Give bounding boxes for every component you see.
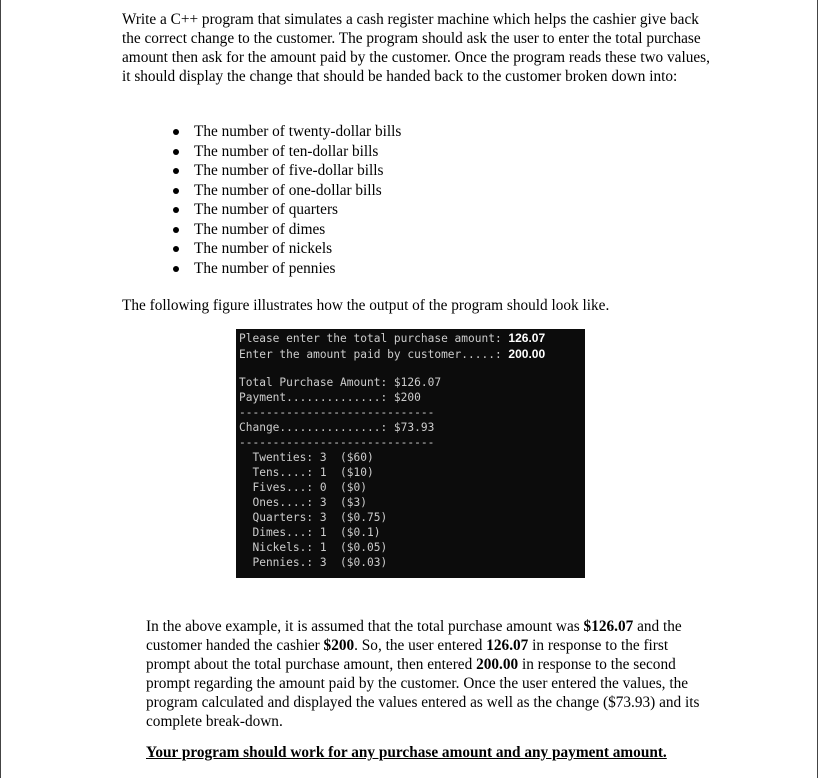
text: and the customer handed the cashier (146, 618, 682, 654)
bold-text: 126.07 (486, 637, 529, 654)
text: . So, the user entered (354, 637, 487, 654)
list-item: The number of twenty-dollar bills (165, 122, 401, 142)
console-line: Dimes...: 1 ($0.1) (239, 526, 381, 539)
requirement-note: Your program should work for any purchase amount and any payment amount. (146, 744, 667, 761)
user-input: 200.00 (508, 347, 546, 361)
intro-paragraph: Write a C++ program that simulates a cash register machine which helps the cashier give back the correct change to the customer. The program should ask the user to enter the total purchase amount then ask for the amount paid by the customer. Once the program reads these two values, it should display the change that should be handed back to the customer broken down into: (122, 11, 710, 85)
list-item: The number of one-dollar bills (165, 181, 401, 201)
text: in response to the first prompt about the total purchase amount, then entered (146, 637, 669, 673)
user-input: 126.07 (508, 331, 546, 345)
console-line: Ones....: 3 ($3) (239, 496, 367, 509)
prompt-text: Please enter the total purchase amount: (239, 332, 509, 345)
console-line: Tens....: 1 ($10) (239, 466, 374, 479)
bold-text: $126.07 (583, 618, 634, 635)
console-line: Total Purchase Amount: $126.07 (239, 376, 442, 389)
list-item: The number of pennies (165, 259, 401, 279)
console-line: Nickels.: 1 ($0.05) (239, 541, 388, 554)
console-line: Payment..............: $200 (239, 391, 421, 404)
console-output-figure (236, 329, 585, 578)
text: In the above example, it is assumed that the total purchase amount was (146, 618, 584, 635)
console-line (239, 347, 545, 362)
console-separator: ----------------------------- (239, 406, 435, 419)
figure-caption: The following figure illustrates how the output of the program should look like. (122, 297, 610, 314)
list-item: The number of ten-dollar bills (165, 142, 401, 162)
breakdown-list (165, 122, 401, 278)
console-line: Change...............: $73.93 (239, 421, 435, 434)
text: in response to the second prompt regarding the amount paid by the customer. Once the user entered the values, the program calculated and displayed the values entered as well as the change ($73.93) and its complete break-down. (146, 656, 700, 730)
list-item: The number of dimes (165, 220, 401, 240)
console-line: Twenties: 3 ($60) (239, 451, 374, 464)
bold-text: $200 (323, 637, 355, 654)
prompt-text: Enter the amount paid by customer.....: (239, 348, 509, 361)
console-line: Fives...: 0 ($0) (239, 481, 367, 494)
console-separator: ----------------------------- (239, 436, 435, 449)
list-item: The number of quarters (165, 200, 401, 220)
list-item: The number of nickels (165, 239, 401, 259)
console-line: Quarters: 3 ($0.75) (239, 511, 388, 524)
console-line (239, 331, 545, 346)
console-line: Pennies.: 3 ($0.03) (239, 556, 388, 569)
explanation-paragraph (146, 617, 706, 731)
list-item: The number of five-dollar bills (165, 161, 401, 181)
bold-text: 200.00 (476, 656, 519, 673)
